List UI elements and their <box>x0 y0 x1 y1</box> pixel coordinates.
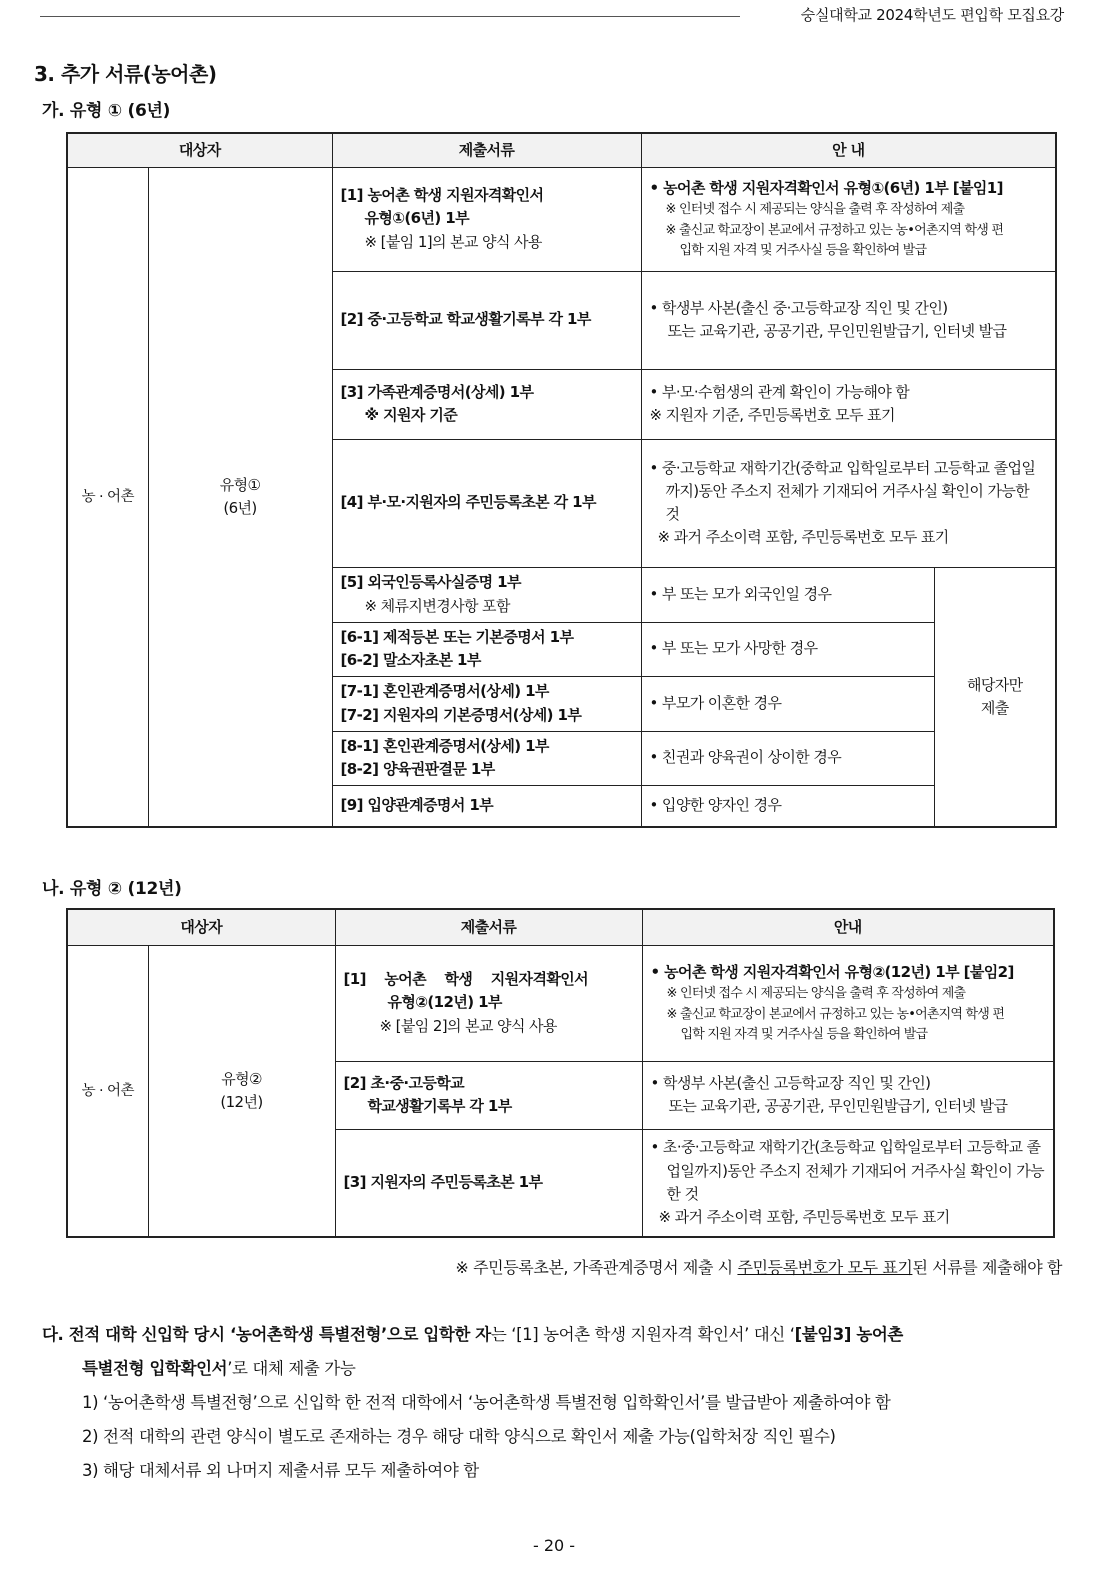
guide-note: ※ 출신교 학교장이 본교에서 규정하고 있는 농•어촌지역 학생 편 <box>665 222 1004 238</box>
guide-cell <box>642 1061 1054 1129</box>
guide-line: • 초·중·고등학교 재학기간(초등학교 입학일로부터 고등학교 졸업일까지)동안 주소지 전체가 기재되어 거주사실 확인이 가능한 것 <box>650 1138 1045 1203</box>
section-d-item: 2) 전적 대학의 관련 양식이 별도로 존재하는 경우 해당 대학 양식으로 확인서 제출 가능(입학처장 직인 필수) <box>82 1427 836 1446</box>
resident-number-note <box>455 1255 1062 1278</box>
section-d-text: 특별전형 입학확인서 <box>82 1359 228 1378</box>
type1-table <box>66 132 1057 828</box>
guide-cell: • 부 또는 모가 사망한 경우 <box>641 622 934 676</box>
doc-line: [4] 부·모·지원자의 주민등록초본 각 1부 <box>340 493 596 512</box>
doc-cell <box>332 439 641 567</box>
doc-line: 유형②(12년) 1부 <box>387 993 502 1012</box>
only-line2: 제출 <box>980 698 1009 717</box>
doc-line: [1] 농어촌 학생 지원자격확인서 <box>340 186 544 205</box>
section-d-text: [붙임3] 농어촌 <box>794 1325 903 1344</box>
doc-cell <box>332 567 641 622</box>
guide-note: 입학 지원 자격 및 거주사실 등을 확인하여 발급 <box>680 1026 928 1042</box>
type2-table <box>66 908 1055 1238</box>
doc-cell: [3] 지원자의 주민등록초본 1부 <box>335 1129 642 1237</box>
guide-cell <box>642 945 1054 1061</box>
doc-note: ※ [붙임 2]의 본교 양식 사용 <box>379 1016 557 1035</box>
section-d-item: 3) 해당 대체서류 외 나머지 제출서류 모두 제출하여야 함 <box>82 1461 479 1480</box>
doc-line: [2] 초·중·고등학교 <box>343 1073 465 1092</box>
guide-line: • 부·모·수험생의 관계 확인이 가능해야 함 <box>649 382 910 401</box>
subtype-cell <box>148 167 332 827</box>
header-title: 숭실대학교 2024학년도 편입학 모집요강 <box>800 6 1064 24</box>
col-docs: 제출서류 <box>332 133 641 167</box>
note-underlined: 주민등록번호가 모두 표기 <box>737 1258 913 1277</box>
note-text: ※ 주민등록초본, 가족관계증명서 제출 시 <box>455 1258 738 1277</box>
doc-cell <box>332 167 641 271</box>
guide-cell <box>642 1129 1054 1237</box>
subtype-line1: 유형② <box>221 1069 262 1088</box>
guide-line: 또는 교육기관, 공공기관, 무인민원발급기, 인터넷 발급 <box>668 1097 1008 1115</box>
section-d-item: 1) ‘농어촌학생 특별전형’으로 신입학 한 전적 대학에서 ‘농어촌학생 특별전형 입학확인서’를 발급받아 제출하여야 함 <box>82 1393 891 1412</box>
doc-cell <box>332 676 641 731</box>
doc-line: [1] 농어촌 학생 지원자격확인서 <box>343 970 589 989</box>
guide-cell: • 입양한 양자인 경우 <box>641 785 934 827</box>
guide-line: • 학생부 사본(출신 고등학교장 직인 및 간인) <box>650 1073 931 1092</box>
col-docs: 제출서류 <box>335 909 642 945</box>
subtype-line2: (12년) <box>220 1092 263 1111</box>
target-cell: 농 · 어촌 <box>67 167 148 827</box>
subtype-cell <box>148 945 335 1237</box>
doc-cell <box>332 622 641 676</box>
section-d-text: 다. 전적 대학 신입학 당시 ‘농어촌학생 특별전형’으로 입학한 자 <box>42 1325 491 1344</box>
doc-line: [7-2] 지원자의 기본증명서(상세) 1부 <box>340 705 582 724</box>
guide-line: • 중·고등학교 재학기간(중학교 입학일로부터 고등학교 졸업일까지)동안 주소지 전체가 기재되어 거주사실 확인이 가능한 것 <box>649 458 1036 523</box>
guide-line: • 농어촌 학생 지원자격확인서 유형②(12년) 1부 [붙임2] <box>650 963 1014 982</box>
doc-cell <box>335 945 642 1061</box>
section-d-text: ’로 대체 제출 가능 <box>227 1359 356 1378</box>
doc-cell <box>335 1061 642 1129</box>
guide-cell <box>641 369 1056 439</box>
section-3-title: 3. 추가 서류(농어촌) <box>34 62 217 86</box>
doc-line: 학교생활기록부 각 1부 <box>367 1097 512 1115</box>
type1-heading: 가. 유형 ① (6년) <box>42 101 171 121</box>
col-target: 대상자 <box>67 133 332 167</box>
note-text: 된 서류를 제출해야 함 <box>912 1258 1062 1277</box>
doc-line: [3] 가족관계증명서(상세) 1부 <box>340 382 534 401</box>
guide-line: • 학생부 사본(출신 중·고등학교장 직인 및 간인) <box>649 298 948 317</box>
subtype-line2: (6년) <box>223 498 257 517</box>
guide-cell <box>641 167 1056 271</box>
only-line1: 해당자만 <box>966 675 1023 694</box>
guide-cell: • 부 또는 모가 외국인일 경우 <box>641 567 934 622</box>
guide-cell: • 친권과 양육권이 상이한 경우 <box>641 731 934 785</box>
type2-heading: 나. 유형 ② (12년) <box>42 879 182 899</box>
table-header-row <box>67 133 1056 167</box>
guide-cell <box>641 439 1056 567</box>
guide-note: ※ 인터넷 접수 시 제공되는 양식을 출력 후 작성하여 제출 <box>665 202 965 218</box>
page-header <box>40 0 1064 30</box>
doc-line: [6-1] 제적등본 또는 기본증명서 1부 <box>340 627 574 646</box>
col-target: 대상자 <box>67 909 335 945</box>
section-d-paragraph-cont <box>42 1352 1062 1386</box>
col-guide: 안내 <box>642 909 1054 945</box>
doc-note: ※ 체류지변경사항 포함 <box>364 596 510 615</box>
guide-line: • 농어촌 학생 지원자격확인서 유형①(6년) 1부 [붙임1] <box>649 179 1003 198</box>
doc-cell: [9] 입양관계증명서 1부 <box>332 785 641 827</box>
table-header-row <box>67 909 1054 945</box>
table-row <box>67 167 1056 271</box>
table-row <box>67 945 1054 1061</box>
doc-line: 유형①(6년) 1부 <box>364 209 469 228</box>
doc-line: [6-2] 말소자초본 1부 <box>340 651 481 669</box>
header-rule <box>40 16 740 17</box>
guide-note: ※ 인터넷 접수 시 제공되는 양식을 출력 후 작성하여 제출 <box>666 986 966 1002</box>
doc-note: ※ [붙임 1]의 본교 양식 사용 <box>364 232 542 251</box>
guide-line: 또는 교육기관, 공공기관, 무인민원발급기, 인터넷 발급 <box>667 322 1007 340</box>
target-cell: 농 · 어촌 <box>67 945 148 1237</box>
doc-line: [2] 중·고등학교 학교생활기록부 각 1부 <box>340 310 591 329</box>
guide-note: ※ 과거 주소이력 포함, 주민등록번호 모두 표기 <box>658 1208 950 1226</box>
col-guide: 안 내 <box>641 133 1056 167</box>
section-d <box>42 1318 1062 1488</box>
doc-cell <box>332 369 641 439</box>
section-d-text: 는 ‘[1] 농어촌 학생 지원자격 확인서’ 대신 ‘ <box>490 1325 795 1344</box>
doc-cell <box>332 271 641 369</box>
doc-cell <box>332 731 641 785</box>
guide-line: ※ 지원자 기준, 주민등록번호 모두 표기 <box>649 406 895 424</box>
subtype-line1: 유형① <box>219 475 261 494</box>
doc-line: [8-2] 양육권판결문 1부 <box>340 760 495 778</box>
section-d-paragraph <box>42 1318 1062 1352</box>
guide-note: ※ 과거 주소이력 포함, 주민등록번호 모두 표기 <box>657 528 949 547</box>
page-number: - 20 - <box>532 1536 576 1555</box>
guide-note: ※ 출신교 학교장이 본교에서 규정하고 있는 농•어촌지역 학생 편 <box>666 1006 1005 1022</box>
guide-cell <box>641 271 1056 369</box>
only-applicable-cell <box>934 567 1056 827</box>
doc-line: [7-1] 혼인관계증명서(상세) 1부 <box>340 682 549 701</box>
doc-line: ※ 지원자 기준 <box>364 406 458 424</box>
doc-line: [5] 외국인등록사실증명 1부 <box>340 573 521 592</box>
guide-cell: • 부모가 이혼한 경우 <box>641 676 934 731</box>
doc-line: [8-1] 혼인관계증명서(상세) 1부 <box>340 736 549 755</box>
guide-note: 입학 지원 자격 및 거주사실 등을 확인하여 발급 <box>679 242 927 258</box>
